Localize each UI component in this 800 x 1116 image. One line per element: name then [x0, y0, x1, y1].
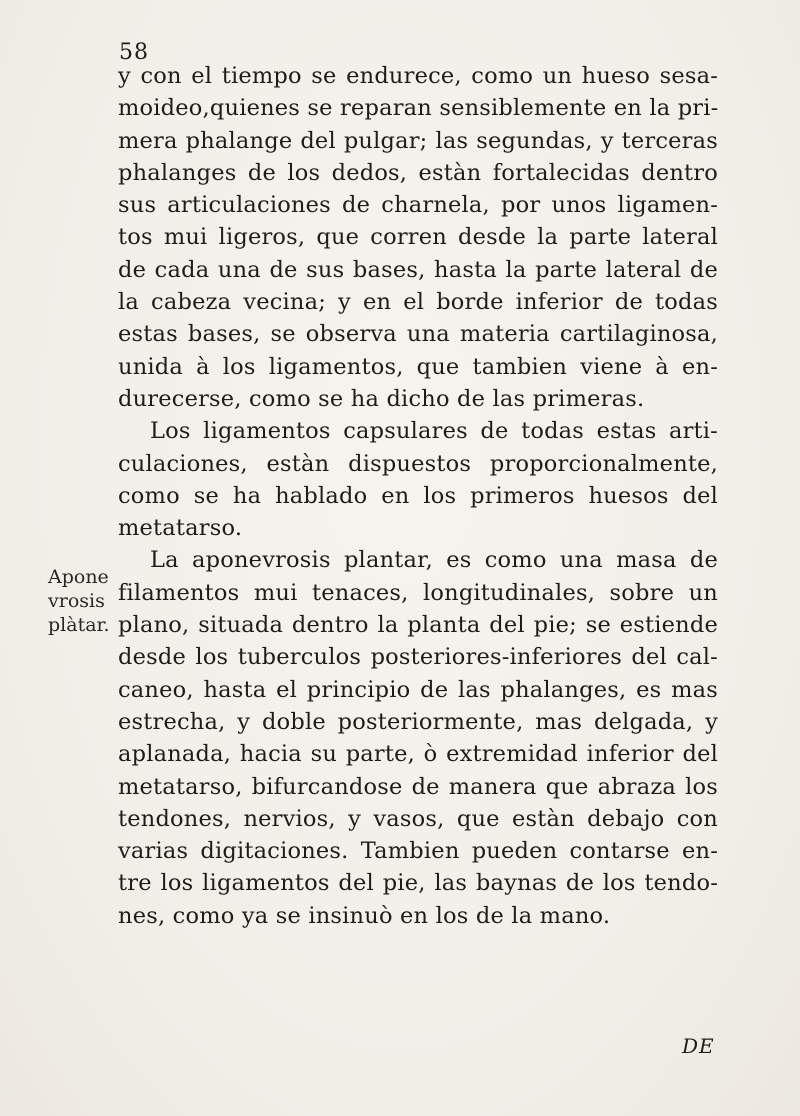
text-line: La aponevrosis plantar, es como una masa de — [150, 547, 718, 574]
text-line: phalanges de los dedos, estàn fortalecidas dentro — [118, 159, 718, 186]
margin-note-line: vrosis — [48, 590, 105, 612]
text-line: tos mui ligeros, que corren desde la parte lateral — [118, 224, 718, 251]
text-line: estas bases, se observa una materia cartilaginosa, — [118, 321, 718, 348]
text-line: sus articulaciones de charnela, por unos ligamen- — [118, 192, 718, 219]
page-number: 58 — [119, 40, 149, 65]
text-line: nes, como ya se insinuò en los de la mano. — [118, 902, 611, 929]
text-line: de cada una de sus bases, hasta la parte lateral de — [118, 256, 718, 283]
text-line: como se ha hablado en los primeros huesos del — [118, 482, 718, 509]
text-line: mera phalange del pulgar; las segundas, y terceras — [118, 127, 718, 154]
text-line: metatarso, bifurcandose de manera que abraza los — [118, 773, 718, 800]
text-line: unida à los ligamentos, que tambien viene à en- — [118, 353, 718, 380]
text-line: y con el tiempo se endurece, como un hueso sesa- — [118, 63, 718, 89]
text-line: culaciones, estàn dispuestos proporcionalmente, — [118, 450, 718, 477]
text-line: plano, situada dentro la planta del pie; se estiende — [118, 612, 718, 639]
text-line: varias digitaciones. Tambien pueden contarse en- — [118, 838, 718, 865]
text-line: metatarso. — [118, 515, 243, 542]
margin-note — [48, 565, 120, 637]
text-line: durecerse, como se ha dicho de las primeras. — [118, 385, 645, 412]
text-line: la cabeza vecina; y en el borde inferior de todas — [118, 289, 718, 316]
text-line: caneo, hasta el principio de las phalanges, es mas — [118, 676, 718, 703]
text-line: filamentos mui tenaces, longitudinales, sobre un — [118, 579, 718, 606]
text-line: moideo,quienes se reparan sensiblemente en la pri- — [118, 95, 719, 122]
body-text — [118, 60, 718, 932]
margin-note-line: plàtar. — [48, 614, 110, 636]
catchword: DE — [682, 1034, 715, 1058]
text-line: tendones, nervios, y vasos, que estàn debajo con — [118, 805, 718, 832]
margin-note-line: Apone — [48, 566, 109, 588]
text-line: aplanada, hacia su parte, ò extremidad inferior del — [118, 741, 718, 768]
text-line: tre los ligamentos del pie, las baynas de los tendo- — [118, 870, 718, 897]
text-line: estrecha, y doble posteriormente, mas delgada, y — [118, 708, 718, 735]
text-line: desde los tuberculos posteriores-inferiores del cal- — [118, 644, 718, 671]
text-line: Los ligamentos capsulares de todas estas arti- — [150, 418, 718, 445]
